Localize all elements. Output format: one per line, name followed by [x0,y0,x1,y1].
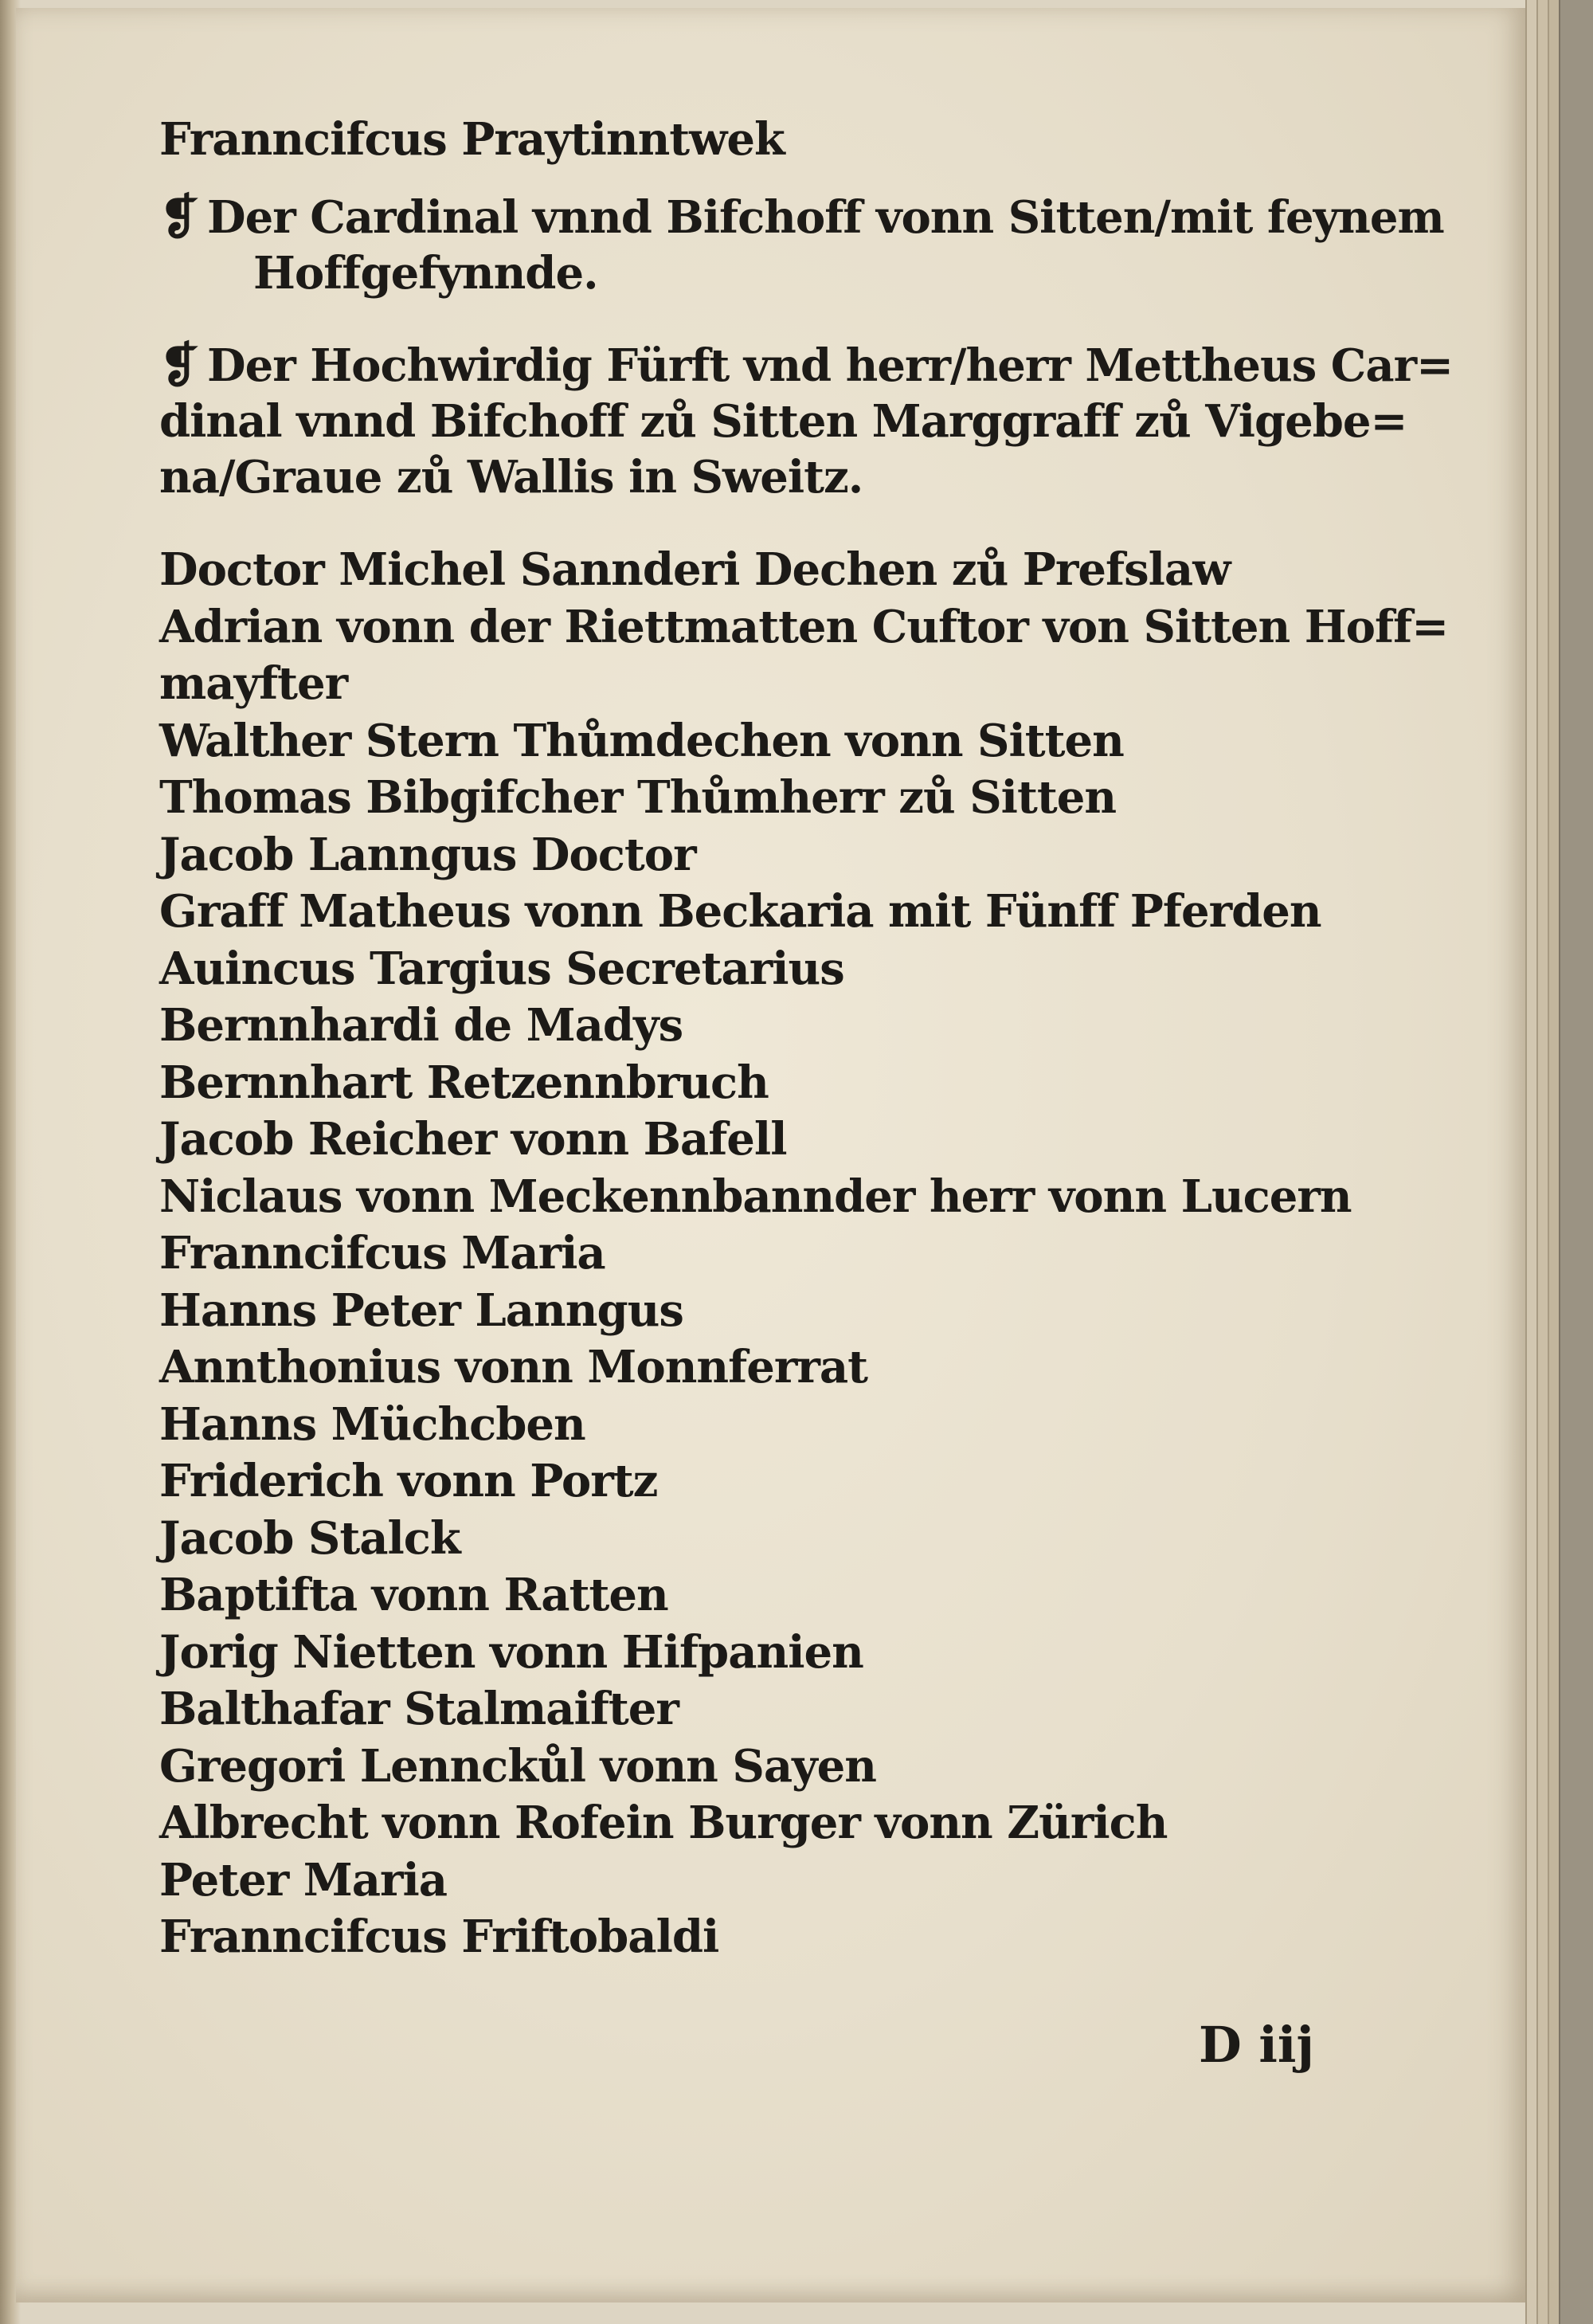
paragraph-line: dinal vnnd Bifchoff zů Sitten Marggraff zů Vigebe= [159,395,1407,448]
list-item: Jacob Reicher vonn Bafell [159,1113,787,1166]
list-item: Doctor Michel Sannderi Dechen zů Prefslaw [159,543,1231,596]
list-item: Franncifcus Maria [159,1227,605,1280]
list-item: Walther Stern Thůmdechen vonn Sitten [159,714,1124,767]
paragraph-line: Der Cardinal vnnd Bifchoff vonn Sitten/mit feynem [207,191,1444,244]
list-item: Jacob Stalck [159,1511,460,1565]
paragraph-cardinal-title [159,338,1466,505]
paragraph-line: Der Hochwirdig Fürft vnd herr/herr Mettheus Car= [207,339,1454,392]
paragraph-line: na/Graue zů Wallis in Sweitz. [159,451,863,504]
list-item: Baptifta vonn Ratten [159,1569,668,1621]
names-list [159,542,1466,1966]
list-item: Peter Maria [159,1853,448,1907]
list-item: Balthafar Stalmaifter [159,1683,679,1735]
list-item: Adrian vonn der Riettmatten Cuftor von Sitten Hoff= [159,600,1449,653]
list-item: Niclaus vonn Meckennbannder herr vonn Lucern [159,1170,1352,1223]
paragraph-cardinal-household [159,190,1466,301]
paragraph-line: Hoffgefynnde. [253,247,598,300]
list-item: Jacob Lanngus Doctor [159,828,696,881]
list-item: Albrecht vonn Rofein Burger vonn Zürich [159,1797,1168,1849]
list-item: Hanns Peter Lanngus [159,1283,683,1337]
cover-edge [1559,0,1593,2324]
list-item: Thomas Bibgifcher Thůmherr zů Sitten [159,771,1117,824]
pilcrow-icon: ❡ [159,190,199,245]
list-item: Bernnhart Retzennbruch [159,1056,769,1109]
list-item: Gregori Lennckůl vonn Sayen [159,1739,876,1793]
pilcrow-icon: ❡ [159,338,199,394]
page-header: Franncifcus Praytinntwek [159,113,785,166]
list-item: Franncifcus Friftobaldi [159,1911,719,1963]
list-item: Bernnhardi de Madys [159,999,683,1052]
list-item: Graff Matheus vonn Beckaria mit Fünff Pferden [159,885,1321,938]
list-item: Hanns Müchcben [159,1397,585,1451]
list-item: mayfter [159,657,348,710]
list-item: Friderich vonn Portz [159,1455,658,1507]
list-item: Jorig Nietten vonn Hifpanien [159,1625,863,1679]
list-item: Annthonius vonn Monnferrat [159,1341,868,1393]
list-item: Auincus Targius Secretarius [159,942,844,995]
page-text [159,112,1466,1966]
signature-mark: D iij [1199,2016,1314,2074]
